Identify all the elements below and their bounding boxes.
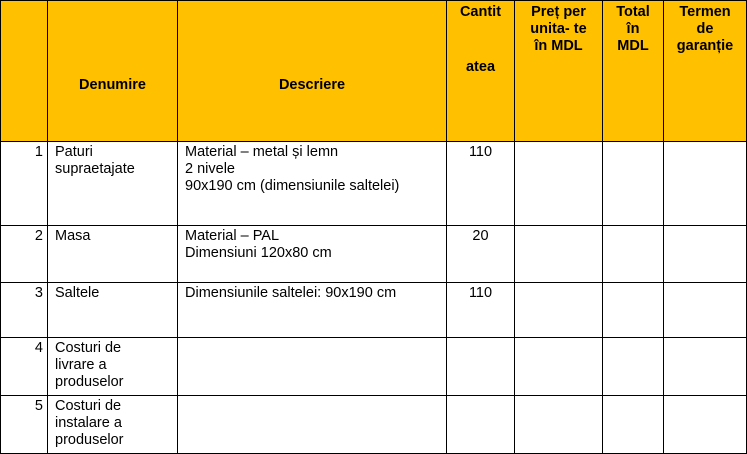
row-total [603, 142, 664, 226]
header-pret [515, 1, 603, 142]
descriere-line: Material – PAL [185, 228, 280, 244]
row-pret [515, 338, 603, 396]
row-termen [664, 338, 747, 396]
row-pret [515, 142, 603, 226]
row-total [603, 283, 664, 338]
row-cantitate [447, 396, 515, 454]
row-cantitate: 110 [447, 283, 515, 338]
table-row [1, 142, 747, 226]
row-number: 3 [1, 283, 48, 338]
descriere-line: Material – metal și lemn [185, 144, 339, 160]
header-total-line: MDL [617, 38, 649, 54]
descriere-line: Dimensiunile saltelei: 90x190 cm [185, 285, 397, 301]
denumire-line: produselor [55, 374, 124, 390]
denumire-line: Saltele [55, 285, 100, 301]
header-total-line: în [626, 21, 640, 37]
denumire-line: produselor [55, 432, 124, 448]
row-denumire [48, 142, 178, 226]
row-cantitate [447, 338, 515, 396]
header-cantitatea [447, 1, 515, 142]
descriere-line: 90x190 cm (dimensiunile saltelei) [185, 178, 400, 194]
row-number: 1 [1, 142, 48, 226]
row-descriere [178, 396, 447, 454]
row-denumire [48, 226, 178, 283]
row-total [603, 338, 664, 396]
row-denumire [48, 283, 178, 338]
row-termen [664, 396, 747, 454]
table-row [1, 283, 747, 338]
header-total-line: Total [616, 4, 650, 20]
header-termen [664, 1, 747, 142]
header-termen-line: Termen [679, 4, 731, 20]
descriere-line: Dimensiuni 120x80 cm [185, 245, 332, 261]
denumire-line: Costuri de [55, 398, 122, 414]
row-total [603, 226, 664, 283]
header-nr [1, 1, 48, 142]
row-number: 4 [1, 338, 48, 396]
header-cantitatea-part2: atea [465, 59, 496, 75]
header-total [603, 1, 664, 142]
header-termen-line: garanție [676, 38, 734, 54]
header-descriere: Descriere [178, 1, 447, 142]
row-termen [664, 283, 747, 338]
table-row [1, 338, 747, 396]
row-descriere [178, 226, 447, 283]
row-number: 5 [1, 396, 48, 454]
header-pret-line: Preț per [531, 4, 586, 20]
denumire-line: instalare a [55, 415, 122, 431]
row-denumire [48, 338, 178, 396]
denumire-line: Masa [55, 228, 91, 244]
header-termen-line: de [696, 21, 714, 37]
table-row [1, 226, 747, 283]
descriere-line: 2 nivele [185, 161, 235, 177]
row-number: 2 [1, 226, 48, 283]
row-total [603, 396, 664, 454]
row-pret [515, 226, 603, 283]
header-pret-line: unita- te [530, 21, 587, 37]
denumire-line: livrare a [55, 357, 107, 373]
header-denumire: Denumire [48, 1, 178, 142]
row-cantitate: 110 [447, 142, 515, 226]
row-descriere [178, 142, 447, 226]
table-row [1, 396, 747, 454]
row-denumire [48, 396, 178, 454]
row-pret [515, 396, 603, 454]
row-termen [664, 226, 747, 283]
header-pret-line: în MDL [534, 38, 583, 54]
row-termen [664, 142, 747, 226]
denumire-line: supraetajate [55, 161, 135, 177]
denumire-line: Paturi [55, 144, 93, 160]
header-row [1, 1, 747, 142]
row-pret [515, 283, 603, 338]
header-cantitatea-part1: Cantit [459, 4, 502, 20]
row-descriere [178, 338, 447, 396]
row-descriere [178, 283, 447, 338]
row-cantitate: 20 [447, 226, 515, 283]
denumire-line: Costuri de [55, 340, 122, 356]
